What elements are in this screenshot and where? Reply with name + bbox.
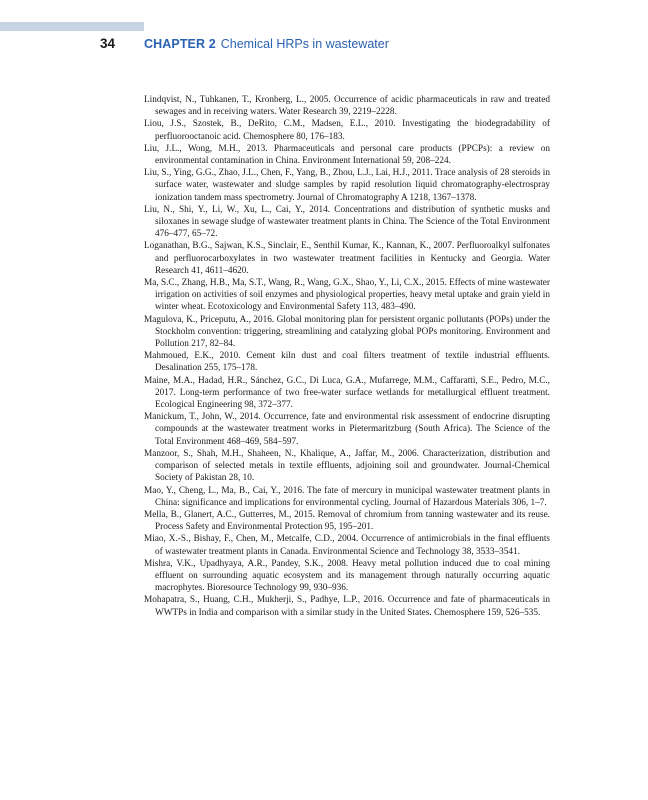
running-header bbox=[100, 36, 389, 54]
reference-entry: Mella, B., Glanert, A.C., Gutterres, M., 2015. Removal of chromium from tanning wastewater and its reuse. Process Safety and Environmental Protection 95, 195–201. bbox=[144, 509, 550, 533]
reference-entry: Liou, J.S., Szostek, B., DeRito, C.M., Madsen, E.L., 2010. Investigating the biodegradability of perfluorooctanoic acid. Chemosphere 80, 176–183. bbox=[144, 119, 550, 142]
reference-entry: Liu, S., Ying, G.G., Zhao, J.L., Chen, F., Yang, B., Zhou, L.J., Lai, H.J., 2011. Trace analysis of 28 steroids in surface water, wastewater and sludge samples by rapid resolution liquid chromatography-electrospray ionization tandem mass spectrometry. Journal of Chromatography A 1218, 1367–1378. bbox=[144, 168, 550, 203]
reference-entry: Lindqvist, N., Tuhkanen, T., Kronberg, L., 2005. Occurrence of acidic pharmaceuticals in raw and treated sewages and in receiving waters. Water Research 39, 2219–2228. bbox=[144, 95, 550, 118]
reference-entry: Maine, M.A., Hadad, H.R., Sánchez, G.C., Di Luca, G.A., Mufarrege, M.M., Caffaratti, S.E., Pedro, M.C., 2017. Long-term performance of two free-water surface wetlands for metallurgical effluent treatment. Ecological Engineering 98, 372–377. bbox=[144, 375, 550, 411]
chapter-title: Chemical HRPs in wastewater bbox=[220, 37, 389, 51]
reference-entry: Ma, S.C., Zhang, H.B., Ma, S.T., Wang, R., Wang, G.X., Shao, Y., Li, C.X., 2015. Effects of mine wastewater irrigation on activities of soil enzymes and physiological properties, heavy metal uptake and grain yield in winter wheat. Ecotoxicology and Environmental Safety 113, 483–490. bbox=[144, 278, 550, 313]
reference-entry: Loganathan, B.G., Sajwan, K.S., Sinclair, E., Senthil Kumar, K., Kannan, K., 2007. Perfluoroalkyl sulfonates and perfluorocarboxylates in two wastewater treatment facilities in Kentucky and Georgia. Water Research 41, 4611–4620. bbox=[144, 241, 550, 276]
chapter-label: CHAPTER 2 bbox=[144, 37, 216, 51]
reference-entry: Liu, N., Shi, Y., Li, W., Xu, L., Cai, Y., 2014. Concentrations and distribution of synthetic musks and siloxanes in sewage sludge of wastewater treatment plants in China. The Science of the Total Environment 476–477, 65–72. bbox=[144, 204, 550, 240]
reference-entry: Liu, J.L., Wong, M.H., 2013. Pharmaceuticals and personal care products (PPCPs): a review on environmental contamination in China. Environment International 59, 208–224. bbox=[144, 143, 550, 167]
reference-entry: Manzoor, S., Shah, M.H., Shaheen, N., Khalique, A., Jaffar, M., 2006. Characterization, distribution and comparison of selected metals in textile effluents, adjoining soil and groundwater. Journal-Chemical Society of Pakistan 28, 10. bbox=[144, 448, 550, 484]
page-number: 34 bbox=[100, 36, 116, 51]
reference-entry: Manickum, T., John, W., 2014. Occurrence, fate and environmental risk assessment of endocrine disrupting compounds at the wastewater treatment works in Pietermaritzburg (South Africa). The Science of the Total Environment 468–469, 584–597. bbox=[144, 412, 550, 447]
reference-entry: Mohapatra, S., Huang, C.H., Mukherji, S., Padhye, L.P., 2016. Occurrence and fate of pharmaceuticals in WWTPs in India and comparison with a similar study in the United States. Chemosphere 159, 526–535. bbox=[144, 595, 550, 618]
reference-entry: Mao, Y., Cheng, L., Ma, B., Cai, Y., 2016. The fate of mercury in municipal wastewater treatment plants in China: significance and implications for environmental cycling. Journal of Hazardous Materials 306, 1–7. bbox=[144, 485, 550, 508]
reference-list bbox=[144, 94, 550, 619]
reference-entry: Magulova, K., Priceputu, A., 2016. Global monitoring plan for persistent organic pollutants (POPs) under the Stockholm convention: triggering, streamlining and catalyzing global POPs monitoring. Environment and Pollution 217, 82–84. bbox=[144, 314, 550, 350]
reference-entry: Mishra, V.K., Upadhyaya, A.R., Pandey, S.K., 2008. Heavy metal pollution induced due to coal mining effluent on surrounding aquatic ecosystem and its management through naturally occurring aquatic macrophytes. Bioresource Technology 99, 930–936. bbox=[144, 558, 550, 594]
reference-entry: Mahmoued, E.K., 2010. Cement kiln dust and coal filters treatment of textile industrial effluents. Desalination 255, 175–178. bbox=[144, 351, 550, 374]
reference-entry: Miao, X.-S., Bishay, F., Chen, M., Metcalfe, C.D., 2004. Occurrence of antimicrobials in the final effluents of wastewater treatment plants in Canada. Environmental Science and Technology 38, 3533–3541. bbox=[144, 534, 550, 557]
header-accent-bar bbox=[0, 22, 144, 31]
